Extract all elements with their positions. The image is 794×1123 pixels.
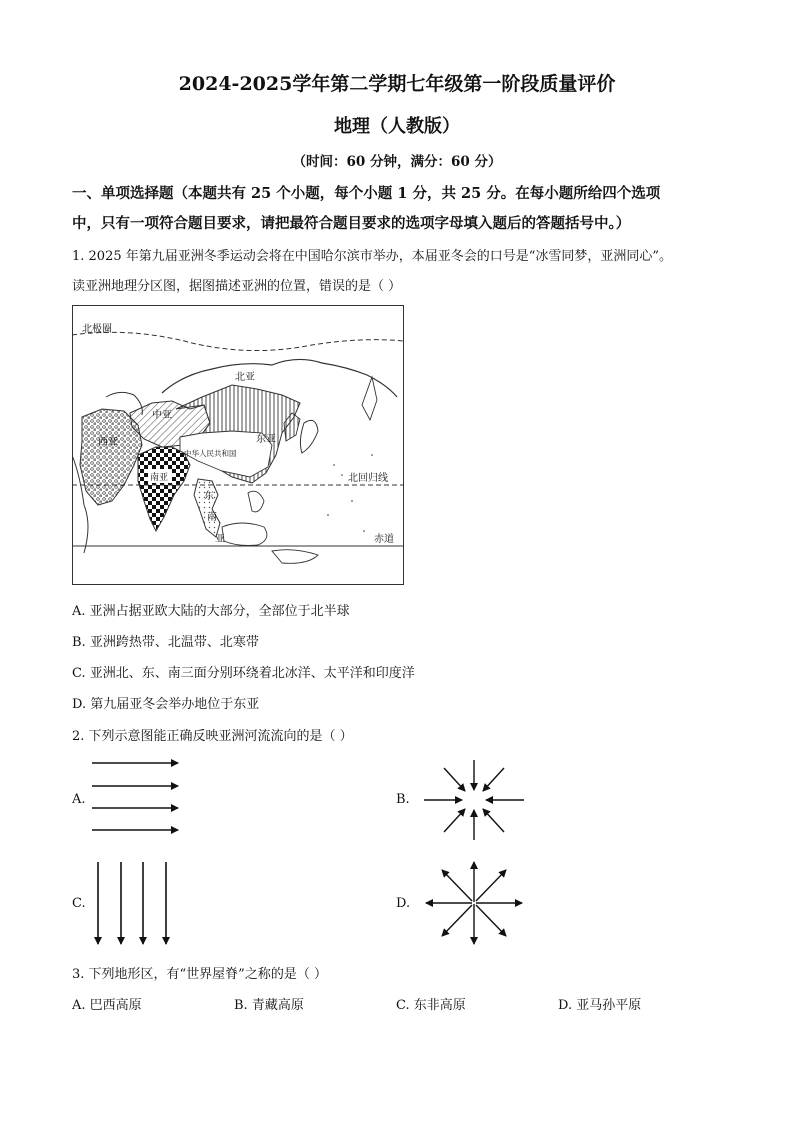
q2-label-b: B. bbox=[396, 792, 410, 807]
q2-figure-c-arrows-south bbox=[90, 860, 180, 948]
q3-stem: 3. 下列地形区，有“世界屋脊”之称的是（ ） bbox=[72, 967, 327, 982]
q1-stem-line2: 读亚洲地理分区图，据图描述亚洲的位置，错误的是（ ） bbox=[72, 279, 402, 294]
q2-label-d: D. bbox=[396, 896, 411, 911]
page-subtitle: 地理（人教版） bbox=[334, 116, 460, 137]
label-se-nan: 南 bbox=[207, 512, 217, 523]
q3-option-b: B. 青藏高原 bbox=[234, 998, 304, 1013]
label-north-asia: 北亚 bbox=[235, 372, 255, 383]
q2-figure-a-arrows-east bbox=[90, 755, 185, 837]
q2-figure-b-arrows-inward bbox=[422, 758, 526, 842]
label-south-asia: 南亚 bbox=[150, 473, 169, 483]
label-tropic: 北回归线 bbox=[348, 473, 388, 484]
q1-option-b: B. 亚洲跨热带、北温带、北寒带 bbox=[72, 635, 259, 650]
q2-stem: 2. 下列示意图能正确反映亚洲河流流向的是（ ） bbox=[72, 729, 353, 744]
q3-option-c: C. 东非高原 bbox=[396, 998, 466, 1013]
label-se-ya: 亚 bbox=[215, 534, 225, 545]
label-equator: 赤道 bbox=[374, 534, 394, 545]
q2-label-c: C. bbox=[72, 896, 86, 911]
q3-option-d: D. 亚马孙平原 bbox=[558, 998, 642, 1013]
q1-option-a: A. 亚洲占据亚欧大陆的大部分，全部位于北半球 bbox=[72, 604, 350, 619]
section-heading-line1: 一、单项选择题（本题共有 25 个小题，每个小题 1 分，共 25 分。在每小题所给四个选项 bbox=[72, 185, 661, 202]
asia-region-map bbox=[72, 305, 404, 585]
q1-option-c: C. 亚洲北、东、南三面分别环绕着北冰洋、太平洋和印度洋 bbox=[72, 666, 415, 681]
section-heading-line2: 中，只有一项符合题目要求，请把最符合题目要求的选项字母填入题后的答题括号中。） bbox=[72, 215, 631, 232]
label-west-asia: 西亚 bbox=[98, 437, 118, 448]
q1-option-d: D. 第九届亚冬会举办地位于东亚 bbox=[72, 697, 260, 712]
label-se-dong: 东 bbox=[204, 491, 214, 502]
label-arctic-circle: 北极圈 bbox=[82, 324, 112, 335]
q2-label-a: A. bbox=[72, 792, 86, 807]
label-east-asia: 东亚 bbox=[256, 434, 276, 445]
q3-option-a: A. 巴西高原 bbox=[72, 998, 142, 1013]
page-title: 2024-2025学年第二学期七年级第一阶段质量评价 bbox=[178, 73, 616, 95]
label-central-asia: 中亚 bbox=[152, 410, 172, 421]
label-china: 中华人民共和国 bbox=[184, 449, 237, 458]
q2-figure-d-arrows-outward bbox=[422, 858, 526, 948]
time-info: （时间：60 分钟，满分：60 分） bbox=[292, 154, 502, 170]
q1-stem-line1: 1. 2025 年第九届亚洲冬季运动会将在中国哈尔滨市举办，本届亚冬会的口号是“冰雪同梦，亚洲同心”。 bbox=[72, 249, 673, 264]
